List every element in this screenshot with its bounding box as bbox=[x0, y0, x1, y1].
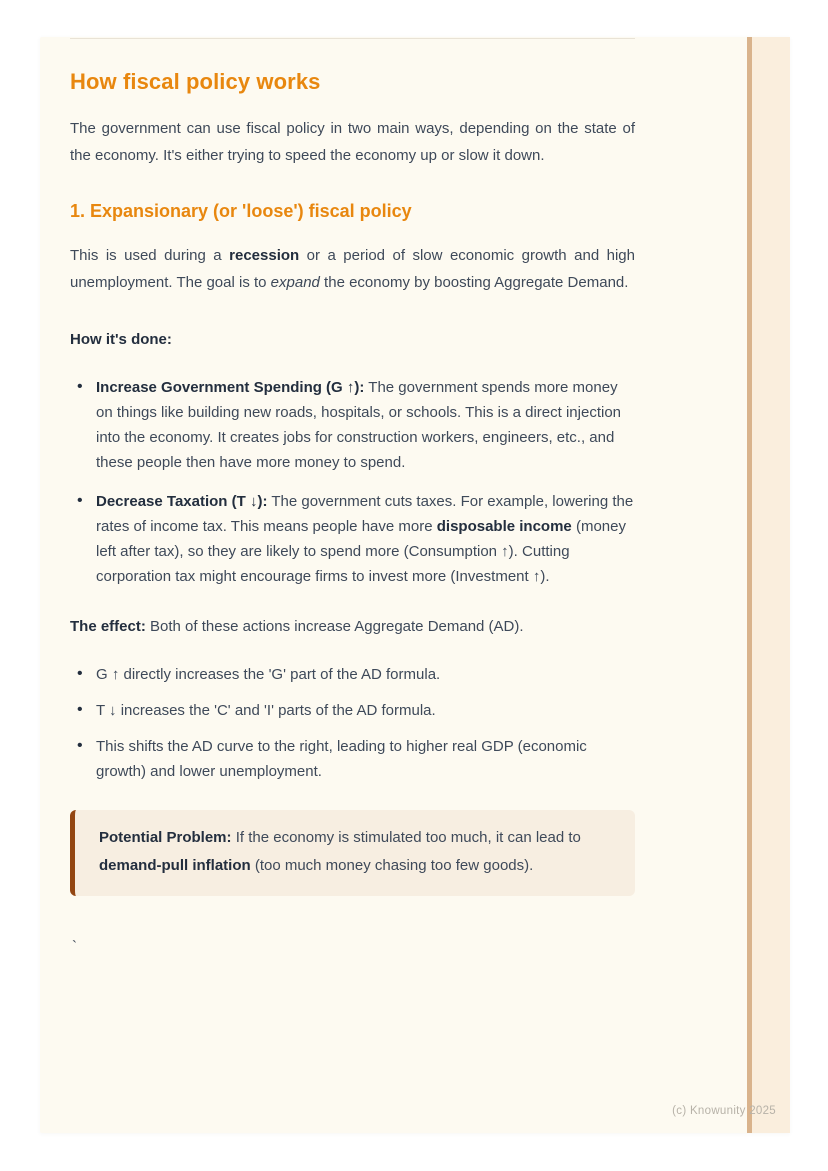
bold-text: recession bbox=[229, 247, 300, 264]
copyright-watermark: (c) Knowunity 2025 bbox=[672, 1105, 776, 1117]
top-divider bbox=[70, 38, 635, 39]
text-run: Both of these actions increase Aggregate Demand (AD). bbox=[145, 618, 524, 635]
effect-paragraph bbox=[70, 613, 635, 640]
methods-list bbox=[70, 375, 635, 589]
text-run: If the economy is stimulated too much, it can lead to bbox=[231, 829, 581, 846]
effects-list bbox=[70, 662, 635, 784]
how-its-done-label: How it's done: bbox=[70, 331, 172, 348]
text-run: G ↑ directly increases the 'G' part of the AD formula. bbox=[96, 666, 441, 683]
text-run: (too much money chasing too few goods). bbox=[250, 857, 534, 874]
document-content bbox=[70, 37, 635, 955]
callout-text bbox=[99, 824, 613, 880]
stray-character: ` bbox=[72, 938, 77, 955]
list-item bbox=[70, 698, 635, 723]
text-run: or a period of slow economic growth and high unemployment. The goal is to bbox=[70, 247, 635, 291]
document-page bbox=[40, 37, 790, 1133]
list-item bbox=[70, 375, 635, 475]
section-heading: 1. Expansionary (or 'loose') fiscal policy bbox=[70, 201, 412, 221]
bold-text: Decrease Taxation (T ↓): bbox=[96, 493, 268, 510]
italic-text: expand bbox=[270, 274, 320, 291]
callout-box bbox=[70, 810, 635, 896]
page-title: How fiscal policy works bbox=[70, 69, 321, 94]
text-run: This shifts the AD curve to the right, leading to higher real GDP (economic growth) and lower unemployment. bbox=[96, 738, 587, 780]
text-run: (money left after tax), so they are likely to spend more (Consumption ↑). Cutting corporation tax might encourage firms to invest more (Investment ↑). bbox=[96, 518, 626, 585]
bold-text: disposable income bbox=[436, 518, 572, 535]
text-run: T ↓ increases the 'C' and 'I' parts of the AD formula. bbox=[96, 702, 436, 719]
text-run: The government cuts taxes. For example, lowering the rates of income tax. This means people have more bbox=[96, 493, 634, 535]
bold-text: The effect: bbox=[70, 618, 146, 635]
text-run: This is used during a bbox=[70, 247, 230, 264]
margin-stripe-band bbox=[752, 37, 790, 1133]
text-run: The government spends more money on things like building new roads, hospitals, or schools. This is a direct injection into the economy. It creates jobs for construction workers, engineers, etc., and these people then have more money to spend. bbox=[96, 379, 621, 471]
bold-text: demand-pull inflation bbox=[99, 857, 251, 874]
bold-text: Increase Government Spending (G ↑): bbox=[96, 379, 365, 396]
intro-paragraph bbox=[70, 115, 635, 169]
list-item bbox=[70, 489, 635, 589]
bold-text: Potential Problem: bbox=[99, 829, 232, 846]
section-description bbox=[70, 242, 635, 296]
list-item bbox=[70, 734, 635, 784]
text-run: The government can use fiscal policy in two main ways, depending on the state of the economy. It's either trying to speed the economy up or slow it down. bbox=[70, 120, 635, 164]
list-item bbox=[70, 662, 635, 687]
text-run: the economy by boosting Aggregate Demand. bbox=[319, 274, 629, 291]
